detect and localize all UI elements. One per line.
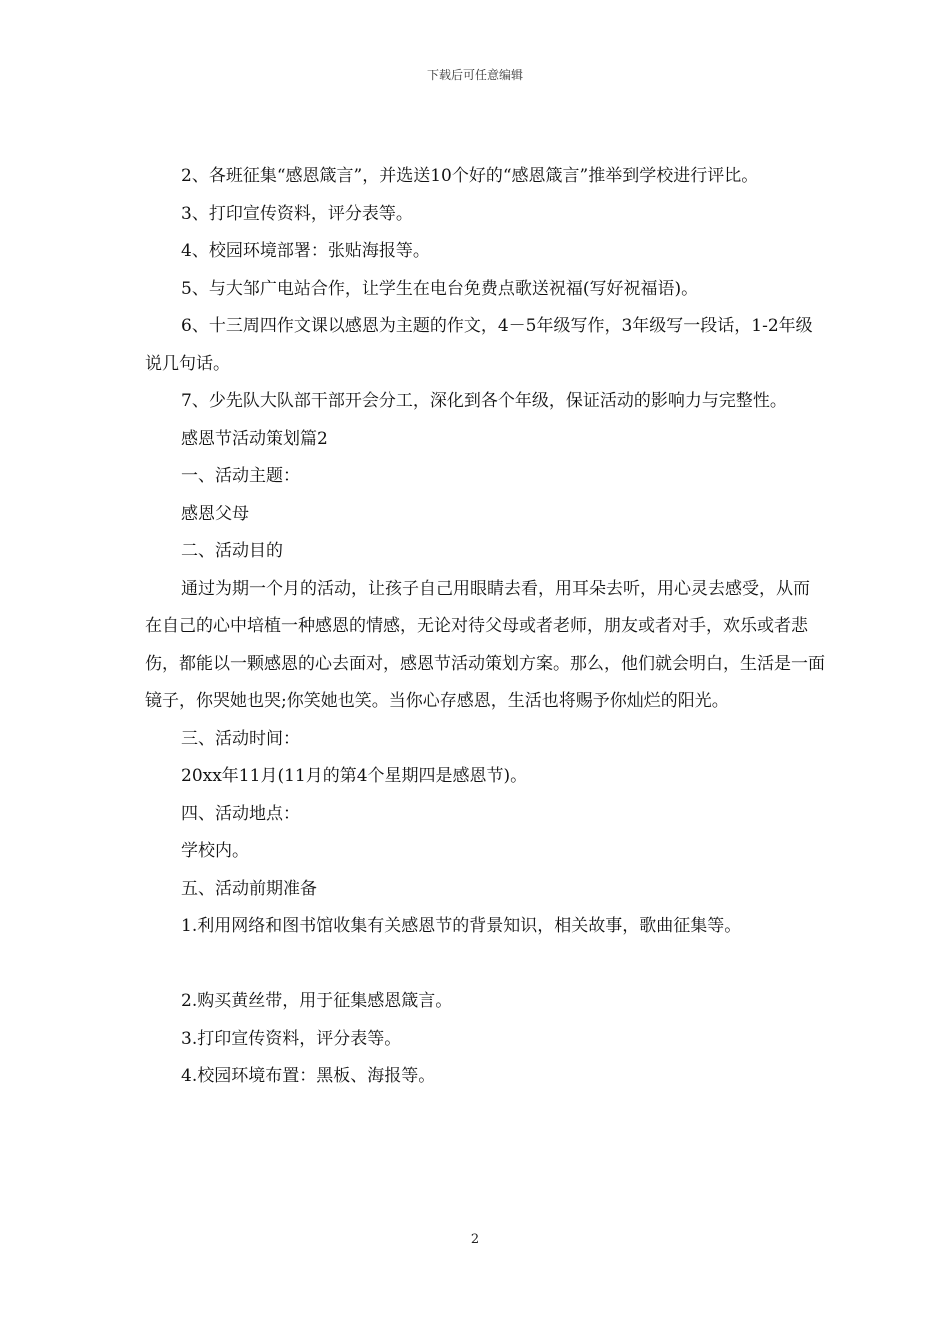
section-title: 感恩节活动策划篇2	[181, 428, 328, 449]
paragraph-item-4: 4、校园环境部署：张贴海报等。	[181, 241, 430, 261]
heading-time: 三、活动时间：	[181, 728, 300, 749]
heading-purpose: 二、活动目的	[181, 541, 283, 561]
prep-item-3: 3.打印宣传资料，评分表等。	[181, 1028, 402, 1049]
prep-item-1: 1.利用网络和图书馆收集有关感恩节的背景知识，相关故事，歌曲征集等。	[181, 916, 742, 936]
paragraph-item-5: 5、与大邹广电站合作，让学生在电台免费点歌送祝福(写好祝福语)。	[181, 278, 699, 299]
theme-text: 感恩父母	[181, 503, 249, 524]
prep-item-2: 2.购买黄丝带，用于征集感恩箴言。	[181, 991, 453, 1011]
paragraph-item-7: 7、少先队大队部干部开会分工，深化到各个年级，保证活动的影响力与完整性。	[181, 391, 787, 411]
heading-location: 四、活动地点：	[181, 803, 300, 824]
paragraph-item-6: 6、十三周四作文课以感恩为主题的作文，4－5年级写作，3年级写一段话，1-2年级说几句话。	[145, 316, 813, 374]
page-number: 2	[470, 1232, 480, 1247]
document-body	[145, 158, 825, 1096]
heading-preparation: 五、活动前期准备	[181, 878, 317, 899]
heading-theme: 一、活动主题：	[181, 466, 300, 486]
purpose-text: 通过为期一个月的活动，让孩子自己用眼睛去看，用耳朵去听，用心灵去感受，从而在自己的心中培植一种感恩的情感，无论对待父母或者老师，朋友或者对手，欢乐或者悲伤，都能以一颗感恩的心去面对，感恩节活动策划方案。那么，他们就会明白，生活是一面镜子，你哭她也哭;你笑她也笑。当你心存感恩，生活也将赐予你灿烂的阳光。	[145, 578, 825, 711]
paragraph-item-2: 2、各班征集“感恩箴言”，并选送10个好的“感恩箴言”推举到学校进行评比。	[181, 166, 759, 186]
blank-line	[145, 946, 825, 984]
paragraph-item-3: 3、打印宣传资料，评分表等。	[181, 203, 413, 224]
time-text: 20xx年11月(11月的第4个星期四是感恩节)。	[181, 766, 528, 786]
prep-item-4: 4.校园环境布置：黑板、海报等。	[181, 1066, 436, 1086]
location-text: 学校内。	[181, 841, 249, 861]
page-header-note: 下载后可任意编辑	[426, 68, 523, 82]
